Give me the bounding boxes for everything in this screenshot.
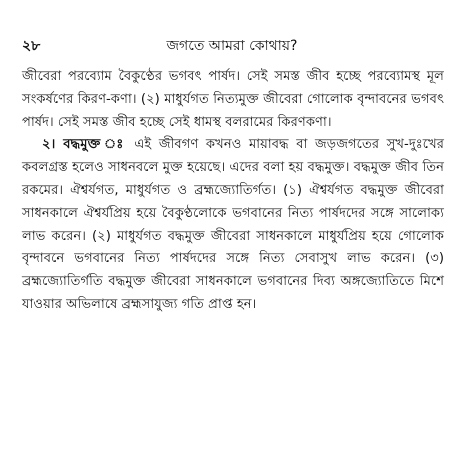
paragraph-1-text: জীবেরা পরব্যোম বৈকুণ্ঠের ভগবৎ পার্ষদ। সেই সমস্ত জীব হচ্ছে পরব্যোমস্থ মূল সংকর্ষণের কিরণ-কণা। (২) মাধুর্যগত নিত্যমুক্ত জীবেরা গোলোক বৃন্দাবনের ভগবৎ পার্ষদ। সেই সমস্ত জীব হচ্ছে সেই ধামস্থ বলরামের কিরণকণা। bbox=[22, 69, 444, 130]
paragraph-2-lead: ২। বদ্ধমুক্ত ঃ bbox=[42, 137, 127, 153]
body-text bbox=[22, 66, 444, 317]
paragraph-2-text: এই জীবগণ কখনও মায়াবদ্ধ বা জড়জগতের সুখ-দুঃখের কবলগ্রস্ত হলেও সাধনবলে মুক্ত হয়েছে। এদের বলা হয় বদ্ধমুক্ত। বদ্ধমুক্ত জীব তিন রকমের। ঐশ্বর্যগত, মাধুর্যগত ও ব্রহ্মজ্যোতির্গত। (১) ঐশ্বর্যগত বদ্ধমুক্ত জীবেরা সাধনকালে ঐশ্বর্যপ্রিয় হয়ে বৈকুণ্ঠলোকে ভগবানের নিত্য পার্ষদদের সঙ্গে সালোক্য লাভ করেন। (২) মাধুর্যগত বদ্ধমুক্ত জীবেরা সাধনকালে মাধুর্যপ্রিয় হয়ে গোলোক বৃন্দাবনে ভগবানের নিত্য পার্ষদদের সঙ্গে নিত্য সেবাসুখ লাভ করেন। (৩) ব্রহ্মজ্যোতির্গতি বদ্ধমুক্ত জীবেরা সাধনকালে ভগবানের দিব্য অঙ্গজ্যোতিতে মিশে যাওয়ার অভিলাষে ব্রহ্মসাযুজ্য গতি প্রাপ্ত হন। bbox=[22, 137, 444, 312]
page-header bbox=[22, 34, 442, 54]
page-number: ২৮ bbox=[22, 38, 41, 54]
paragraph-2 bbox=[22, 134, 444, 316]
running-head: জগতে আমরা কোথায়? bbox=[166, 38, 298, 54]
paragraph-1 bbox=[22, 66, 444, 134]
